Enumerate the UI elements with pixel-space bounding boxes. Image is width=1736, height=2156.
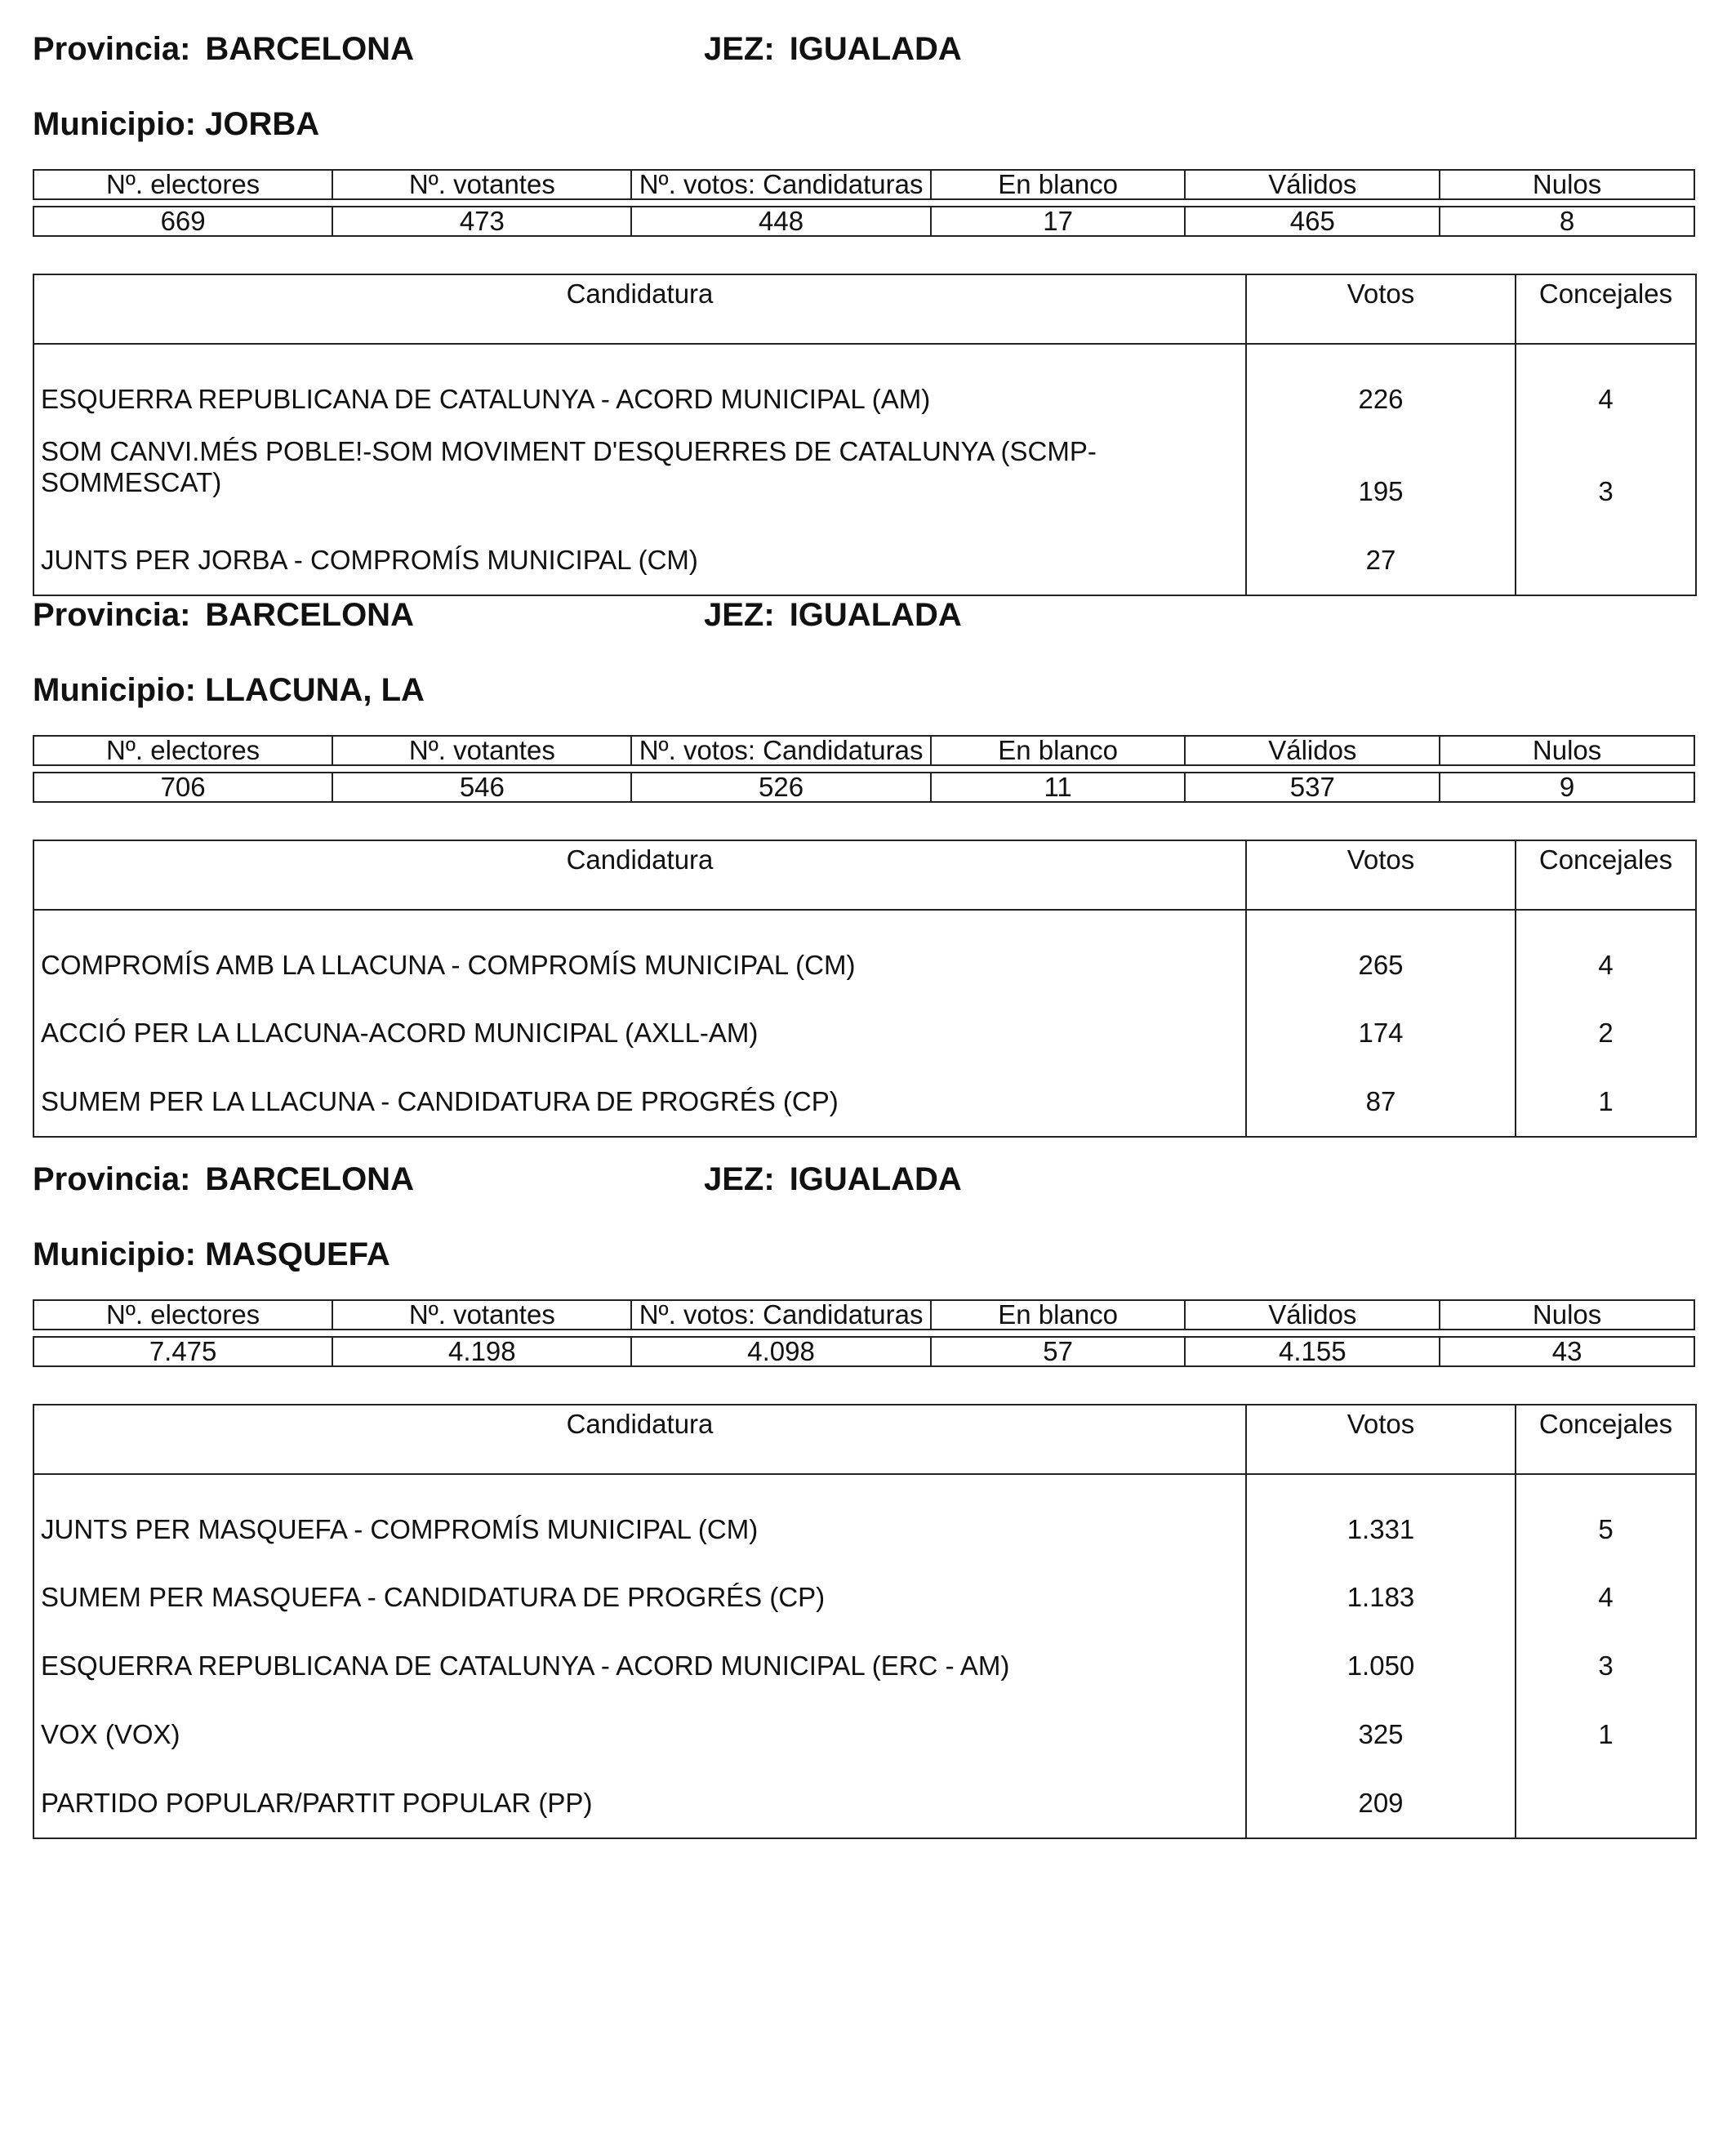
header-votos: Votos — [1246, 274, 1516, 344]
table-row — [33, 433, 1696, 526]
value-votantes: 546 — [332, 773, 631, 802]
municipio-line: Municipio: MASQUEFA — [33, 1236, 390, 1272]
table-row — [33, 1067, 1696, 1137]
header-en-blanco: En blanco — [931, 736, 1186, 765]
candidatura-votos: 195 — [1246, 433, 1516, 526]
candidatura-name: JUNTS PER JORBA - COMPROMÍS MUNICIPAL (CM) — [33, 526, 1246, 595]
candidatura-name: COMPROMÍS AMB LA LLACUNA - COMPROMÍS MUNICIPAL (CM) — [33, 910, 1246, 999]
value-votos-candidaturas: 526 — [631, 773, 930, 802]
candidatura-votos: 1.050 — [1246, 1632, 1516, 1700]
value-electores: 706 — [33, 773, 332, 802]
municipality-section-llacuna — [33, 599, 1695, 1138]
section-header — [33, 1163, 1695, 1285]
value-validos: 537 — [1185, 773, 1440, 802]
value-votos-candidaturas: 4.098 — [631, 1337, 930, 1366]
header-en-blanco: En blanco — [931, 170, 1186, 199]
section-header — [33, 599, 1695, 721]
table-row — [33, 1632, 1696, 1700]
header-votos: Votos — [1246, 840, 1516, 910]
candidatura-name: ESQUERRA REPUBLICANA DE CATALUNYA - ACORD MUNICIPAL (AM) — [33, 344, 1246, 433]
stats-header-row — [33, 1300, 1694, 1330]
value-en-blanco: 11 — [931, 773, 1186, 802]
provincia-line: Provincia: BARCELONA — [33, 31, 414, 67]
provincia-value: BARCELONA — [205, 1161, 414, 1197]
candidatura-votos: 226 — [1246, 344, 1516, 433]
candidatura-concejales: 3 — [1598, 476, 1614, 506]
candidaturas-header-row — [33, 1405, 1696, 1474]
stats-table — [33, 1299, 1695, 1367]
candidatura-name: VOX (VOX) — [33, 1700, 1246, 1769]
value-en-blanco: 57 — [931, 1337, 1186, 1366]
value-validos: 465 — [1185, 207, 1440, 236]
value-votantes: 4.198 — [332, 1337, 631, 1366]
jez-value: IGUALADA — [789, 31, 962, 67]
candidatura-name: JUNTS PER MASQUEFA - COMPROMÍS MUNICIPAL (CM) — [33, 1474, 1246, 1563]
header-votantes: Nº. votantes — [332, 1300, 631, 1330]
jez-line: JEZ: IGUALADA — [704, 1161, 962, 1197]
candidatura-concejales — [1516, 1769, 1696, 1838]
value-electores: 669 — [33, 207, 332, 236]
value-votos-candidaturas: 448 — [631, 207, 930, 236]
header-electores: Nº. electores — [33, 1300, 332, 1330]
header-votos-candidaturas: Nº. votos: Candidaturas — [631, 736, 930, 765]
value-nulos: 8 — [1440, 207, 1694, 236]
candidatura-votos: 27 — [1246, 526, 1516, 595]
header-nulos: Nulos — [1440, 736, 1694, 765]
section-header — [33, 33, 1695, 155]
candidatura-name: SOM CANVI.MÉS POBLE!-SOM MOVIMENT D'ESQUERRES DE CATALUNYA (SCMP-SOMMESCAT) — [33, 433, 1246, 526]
candidatura-votos: 87 — [1246, 1067, 1516, 1137]
jez-line: JEZ: IGUALADA — [704, 597, 962, 633]
header-electores: Nº. electores — [33, 736, 332, 765]
candidatura-concejales: 2 — [1598, 1018, 1614, 1048]
candidatura-name: SUMEM PER MASQUEFA - CANDIDATURA DE PROGRÉS (CP) — [33, 1563, 1246, 1632]
stats-value-row — [33, 773, 1694, 802]
table-row — [33, 1769, 1696, 1838]
municipality-section-masquefa — [33, 1163, 1695, 1839]
table-row — [33, 910, 1696, 999]
candidatura-concejales: 5 — [1598, 1514, 1614, 1544]
header-validos: Válidos — [1185, 1300, 1440, 1330]
candidatura-votos: 174 — [1246, 999, 1516, 1067]
header-votantes: Nº. votantes — [332, 170, 631, 199]
stats-value-row — [33, 1337, 1694, 1366]
header-electores: Nº. electores — [33, 170, 332, 199]
candidatura-name: PARTIDO POPULAR/PARTIT POPULAR (PP) — [33, 1769, 1246, 1838]
provincia-line: Provincia: BARCELONA — [33, 597, 414, 633]
candidatura-concejales: 4 — [1598, 384, 1614, 414]
candidaturas-header-row — [33, 840, 1696, 910]
stats-table — [33, 735, 1695, 803]
candidatura-name: SUMEM PER LA LLACUNA - CANDIDATURA DE PROGRÉS (CP) — [33, 1067, 1246, 1137]
municipality-section-jorba — [33, 33, 1695, 596]
table-row — [33, 999, 1696, 1067]
table-row — [33, 526, 1696, 595]
municipio-value: JORBA — [205, 106, 320, 142]
header-concejales: Concejales — [1516, 840, 1696, 910]
candidaturas-table — [33, 840, 1697, 1138]
stats-header-row — [33, 736, 1694, 765]
table-row — [33, 1563, 1696, 1632]
header-votos-candidaturas: Nº. votos: Candidaturas — [631, 1300, 930, 1330]
stats-header-row — [33, 170, 1694, 199]
jez-line: JEZ: IGUALADA — [704, 31, 962, 67]
value-votantes: 473 — [332, 207, 631, 236]
value-en-blanco: 17 — [931, 207, 1186, 236]
value-nulos: 9 — [1440, 773, 1694, 802]
candidatura-concejales — [1516, 526, 1696, 595]
candidatura-concejales: 4 — [1598, 1582, 1614, 1612]
candidatura-votos: 265 — [1246, 910, 1516, 999]
municipio-line: Municipio: LLACUNA, LA — [33, 672, 425, 708]
table-row — [33, 344, 1696, 433]
header-concejales: Concejales — [1516, 1405, 1696, 1474]
candidatura-votos: 209 — [1246, 1769, 1516, 1838]
provincia-line: Provincia: BARCELONA — [33, 1161, 414, 1197]
header-en-blanco: En blanco — [931, 1300, 1186, 1330]
municipio-value: MASQUEFA — [205, 1236, 390, 1272]
candidaturas-table — [33, 274, 1697, 596]
candidatura-votos: 1.183 — [1246, 1563, 1516, 1632]
header-candidatura: Candidatura — [33, 840, 1246, 910]
stats-value-row — [33, 207, 1694, 236]
candidatura-votos: 325 — [1246, 1700, 1516, 1769]
value-nulos: 43 — [1440, 1337, 1694, 1366]
candidatura-name: ACCIÓ PER LA LLACUNA-ACORD MUNICIPAL (AXLL-AM) — [33, 999, 1246, 1067]
header-validos: Válidos — [1185, 736, 1440, 765]
value-electores: 7.475 — [33, 1337, 332, 1366]
header-candidatura: Candidatura — [33, 274, 1246, 344]
header-nulos: Nulos — [1440, 1300, 1694, 1330]
candidatura-concejales: 3 — [1598, 1650, 1614, 1681]
candidatura-concejales: 1 — [1598, 1719, 1614, 1749]
header-votos-candidaturas: Nº. votos: Candidaturas — [631, 170, 930, 199]
municipio-line: Municipio: JORBA — [33, 106, 320, 142]
header-validos: Válidos — [1185, 170, 1440, 199]
header-votantes: Nº. votantes — [332, 736, 631, 765]
municipio-value: LLACUNA, LA — [205, 672, 425, 708]
stats-table — [33, 169, 1695, 237]
header-votos: Votos — [1246, 1405, 1516, 1474]
candidaturas-header-row — [33, 274, 1696, 344]
table-row — [33, 1474, 1696, 1563]
candidatura-concejales: 1 — [1598, 1086, 1614, 1116]
value-validos: 4.155 — [1185, 1337, 1440, 1366]
header-candidatura: Candidatura — [33, 1405, 1246, 1474]
candidatura-name: ESQUERRA REPUBLICANA DE CATALUNYA - ACORD MUNICIPAL (ERC - AM) — [33, 1632, 1246, 1700]
jez-value: IGUALADA — [789, 1161, 962, 1197]
candidaturas-table — [33, 1404, 1697, 1839]
candidatura-concejales: 4 — [1598, 950, 1614, 980]
provincia-value: BARCELONA — [205, 597, 414, 633]
provincia-value: BARCELONA — [205, 31, 414, 67]
table-row — [33, 1700, 1696, 1769]
jez-value: IGUALADA — [789, 597, 962, 633]
candidatura-votos: 1.331 — [1246, 1474, 1516, 1563]
header-concejales: Concejales — [1516, 274, 1696, 344]
header-nulos: Nulos — [1440, 170, 1694, 199]
